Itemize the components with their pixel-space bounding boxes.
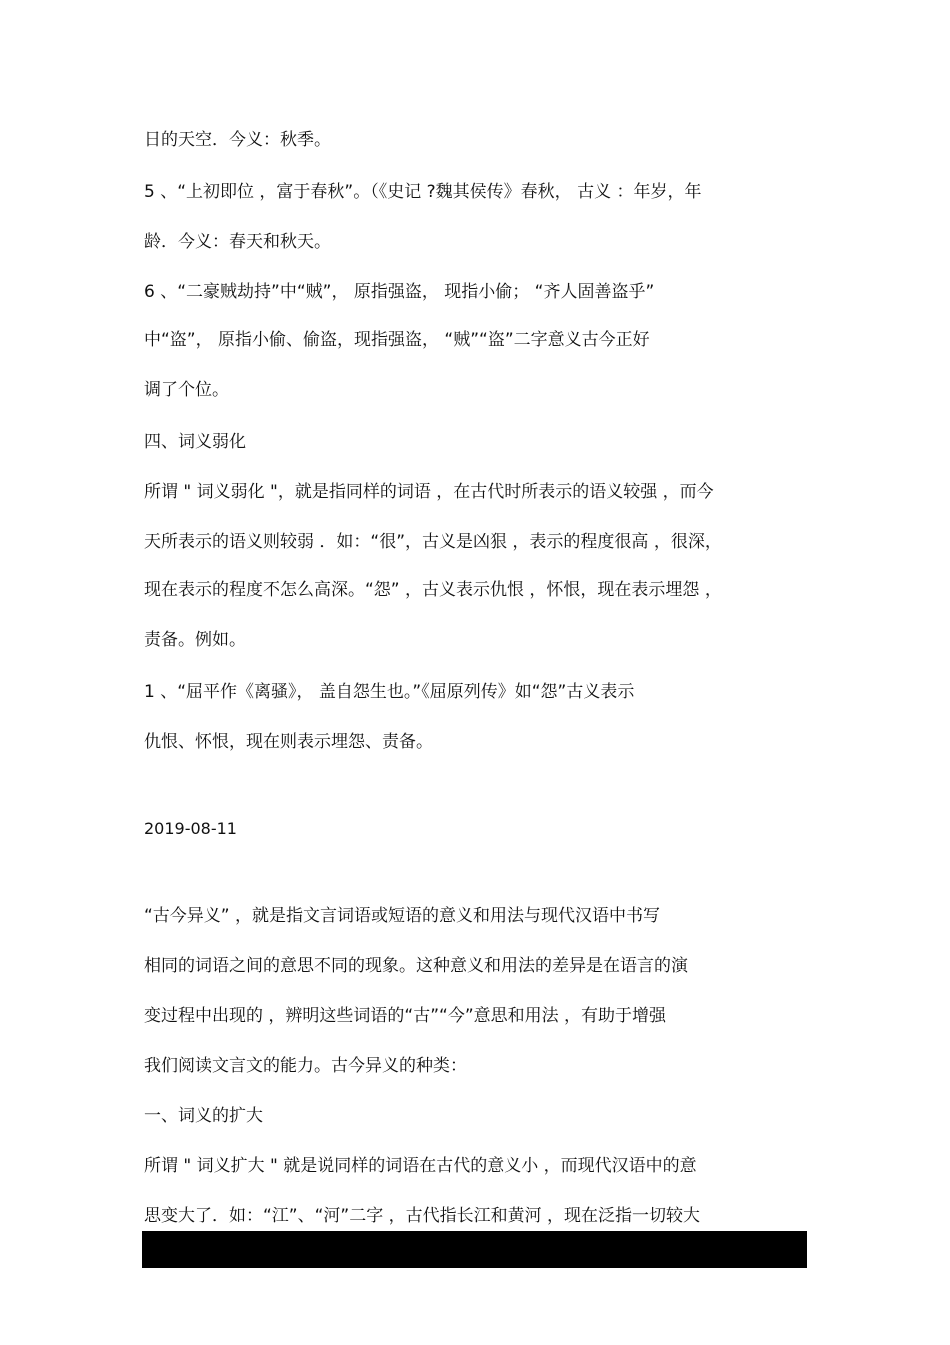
text-line: 中“盗”， 原指小偷、偷盗，现指强盗， “贼”“盗”二字意义古今正好 xyxy=(144,330,650,350)
text-line: 1 、“屈平作《离骚》， 盖自怨生也。”《屈原列传》如“怨”古义表示 xyxy=(144,682,635,702)
text-line: 思变大了．如：“江”、“河”二字 ，古代指长江和黄河 ，现在泛指一切较大 xyxy=(144,1206,701,1226)
text-line: 我们阅读文言文的能力。古今异义的种类： xyxy=(144,1056,467,1076)
text-line: 相同的词语之间的意思不同的现象。这种意义和用法的差异是在语言的演 xyxy=(144,956,688,976)
date-stamp: 2019-08-11 xyxy=(144,819,237,838)
text-line: 所谓 " 词义扩大 " 就是说同样的词语在古代的意义小 ，而现代汉语中的意 xyxy=(144,1156,697,1176)
text-line: 所谓 " 词义弱化 "，就是指同样的词语 ，在古代时所表示的语义较强 ，而今 xyxy=(144,482,714,502)
text-line: 责备。例如。 xyxy=(144,630,246,650)
text-line: 日的天空．今义：秋季。 xyxy=(144,130,331,150)
text-line: 5 、“上初即位 ，富于春秋”。（《史记 ?魏其侯传》春秋， 古义 ：年岁，年 xyxy=(144,182,702,202)
text-line: 调了个位。 xyxy=(144,380,229,400)
redaction-bar xyxy=(142,1231,807,1268)
text-line: 天所表示的语义则较弱 ．如：“很”，古义是凶狠 ，表示的程度很高 ，很深， xyxy=(144,532,722,552)
text-line: 变过程中出现的 ，辨明这些词语的“古”“今”意思和用法 ，有助于增强 xyxy=(144,1006,667,1026)
section-heading: 四、词义弱化 xyxy=(144,432,246,452)
text-line: 仇恨、怀恨，现在则表示埋怨、责备。 xyxy=(144,732,433,752)
text-line: 现在表示的程度不怎么高深。“怨” ，古义表示仇恨 ，怀恨，现在表示埋怨 ， xyxy=(144,580,722,600)
text-line: “古今异义” ，就是指文言词语或短语的意义和用法与现代汉语中书写 xyxy=(144,906,661,926)
section-heading: 一、词义的扩大 xyxy=(144,1106,263,1126)
text-line: 6 、“二豪贼劫持”中“贼”， 原指强盗， 现指小偷； “齐人固善盗乎” xyxy=(144,282,655,302)
text-line: 龄．今义：春天和秋天。 xyxy=(144,232,331,252)
